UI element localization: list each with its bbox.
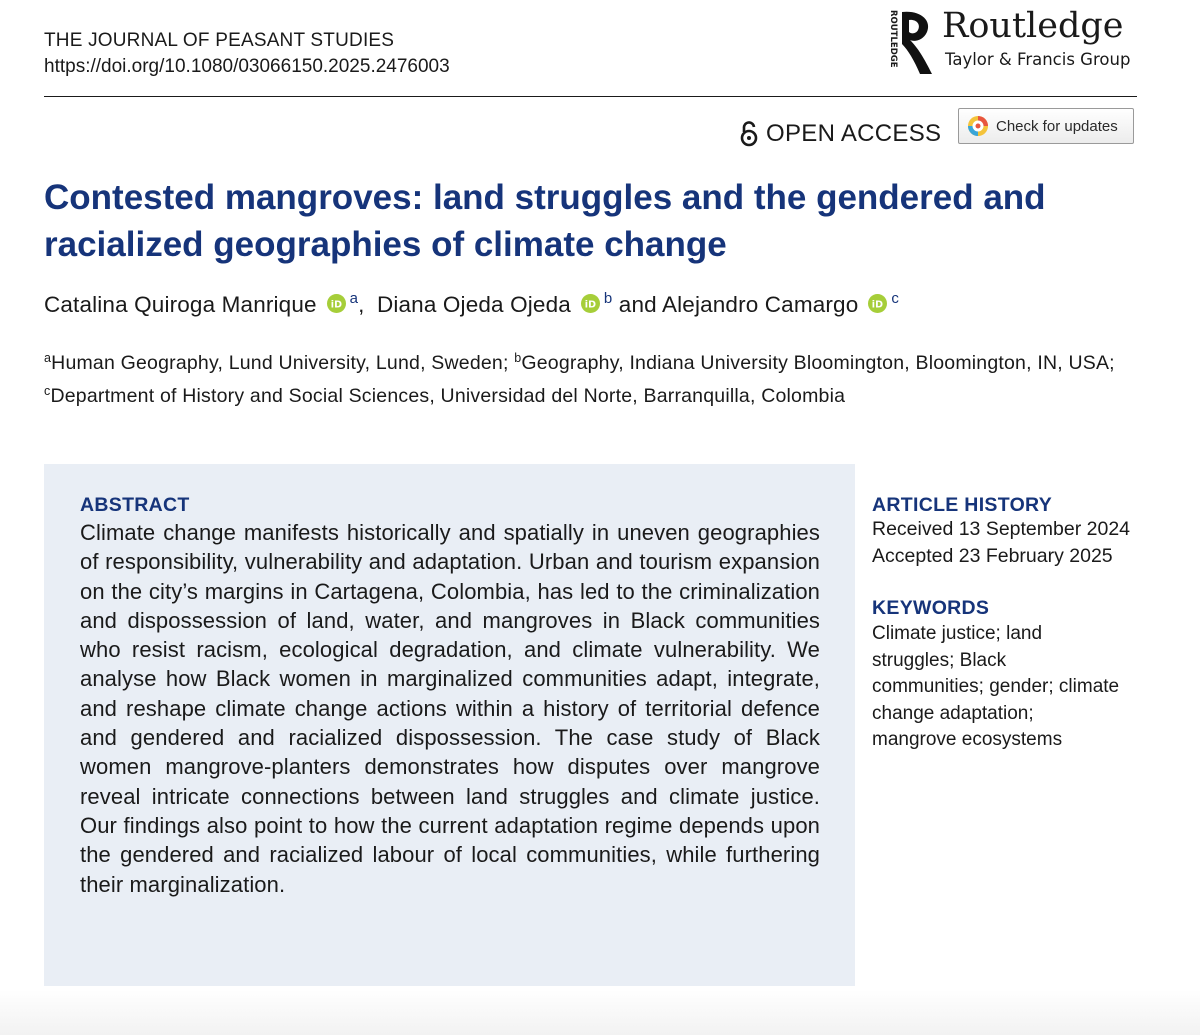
author-conjunction: and xyxy=(618,292,657,317)
svg-text:iD: iD xyxy=(330,299,342,311)
open-lock-icon xyxy=(740,121,758,147)
received-date: Received 13 September 2024 xyxy=(872,518,1131,540)
publisher-group: Taylor & Francis Group xyxy=(945,50,1131,69)
affiliation-sup: b xyxy=(514,351,522,365)
author-name[interactable]: Diana Ojeda Ojeda xyxy=(376,292,571,317)
header-rule xyxy=(44,96,1137,97)
check-for-updates-button[interactable] xyxy=(958,108,1134,144)
orcid-icon[interactable] xyxy=(327,294,346,313)
publisher-name: Routledge xyxy=(942,6,1124,46)
orcid-icon[interactable] xyxy=(581,294,600,313)
author-name[interactable]: Alejandro Camargo xyxy=(661,292,859,317)
author-list xyxy=(44,290,1164,318)
affiliation-sup: c xyxy=(44,384,51,398)
doi-link[interactable]: https://doi.org/10.1080/03066150.2025.2476003 xyxy=(44,56,450,77)
svg-text:iD: iD xyxy=(872,299,884,311)
author-affil-sup: c xyxy=(891,290,900,307)
author-separator: , xyxy=(358,292,365,317)
affiliation-text: Geography, Indiana University Bloomington, Bloomington, IN, USA; xyxy=(521,352,1115,374)
article-history-heading: ARTICLE HISTORY xyxy=(872,494,1053,516)
orcid-icon[interactable] xyxy=(868,294,887,313)
open-access-badge xyxy=(740,116,941,152)
author-name[interactable]: Catalina Quiroga Manrique xyxy=(44,292,317,317)
svg-text:iD: iD xyxy=(584,299,597,311)
abstract-heading: ABSTRACT xyxy=(80,494,190,516)
accepted-date: Accepted 23 February 2025 xyxy=(872,545,1113,567)
routledge-logo-icon xyxy=(880,6,938,78)
abstract-body: Climate change manifests historically and spatially in uneven geographies of responsibility, vulnerability and adaptation. Urban and tourism expansion on the city’s margins in Cartagena, Colombia, has led to the criminalization and dispossession of land, water, and mangroves in Black communities who resist racism, ecological degradation, and climate vulnerability. We analyse how Black women in marginalized communities adapt, integrate, and reshape climate change actions within a history of territorial defence and gendered and racialized dispossession. The case study of Black women mangrove-planters demonstrates how disputes over mangrove reveal intricate connections between land struggles and climate justice. Our findings also point to how the current adaptation regime depends upon the gendered and racialized labour of local communities, while furthering their marginalization. xyxy=(80,520,820,897)
affiliation-text: Department of History and Social Sciences, Universidad del Norte, Barranquilla, Colombia xyxy=(50,385,846,407)
page-bottom-edge xyxy=(0,990,1200,1035)
affiliation-sup: a xyxy=(44,351,52,365)
crossmark-icon xyxy=(967,115,989,137)
article-title: Contested mangroves: land struggles and the gendered and racialized geographies of climate change xyxy=(44,178,1046,264)
journal-name: THE JOURNAL OF PEASANT STUDIES xyxy=(44,30,395,51)
affiliation-text: Human Geography, Lund University, Lund, Sweden; xyxy=(51,352,509,374)
open-access-label: OPEN ACCESS xyxy=(766,120,942,147)
check-for-updates-label: Check for updates xyxy=(996,117,1118,135)
keywords-list: Climate justice; land struggles; Black communities; gender; climate change adaptation; mangrove ecosystems xyxy=(872,623,1120,750)
logo-mark-text: ROUTLEDGE xyxy=(888,10,898,68)
author-affil-sup: a xyxy=(349,290,359,307)
affiliations xyxy=(44,344,1144,410)
author-affil-sup: b xyxy=(603,290,613,307)
keywords-heading: KEYWORDS xyxy=(872,597,990,619)
